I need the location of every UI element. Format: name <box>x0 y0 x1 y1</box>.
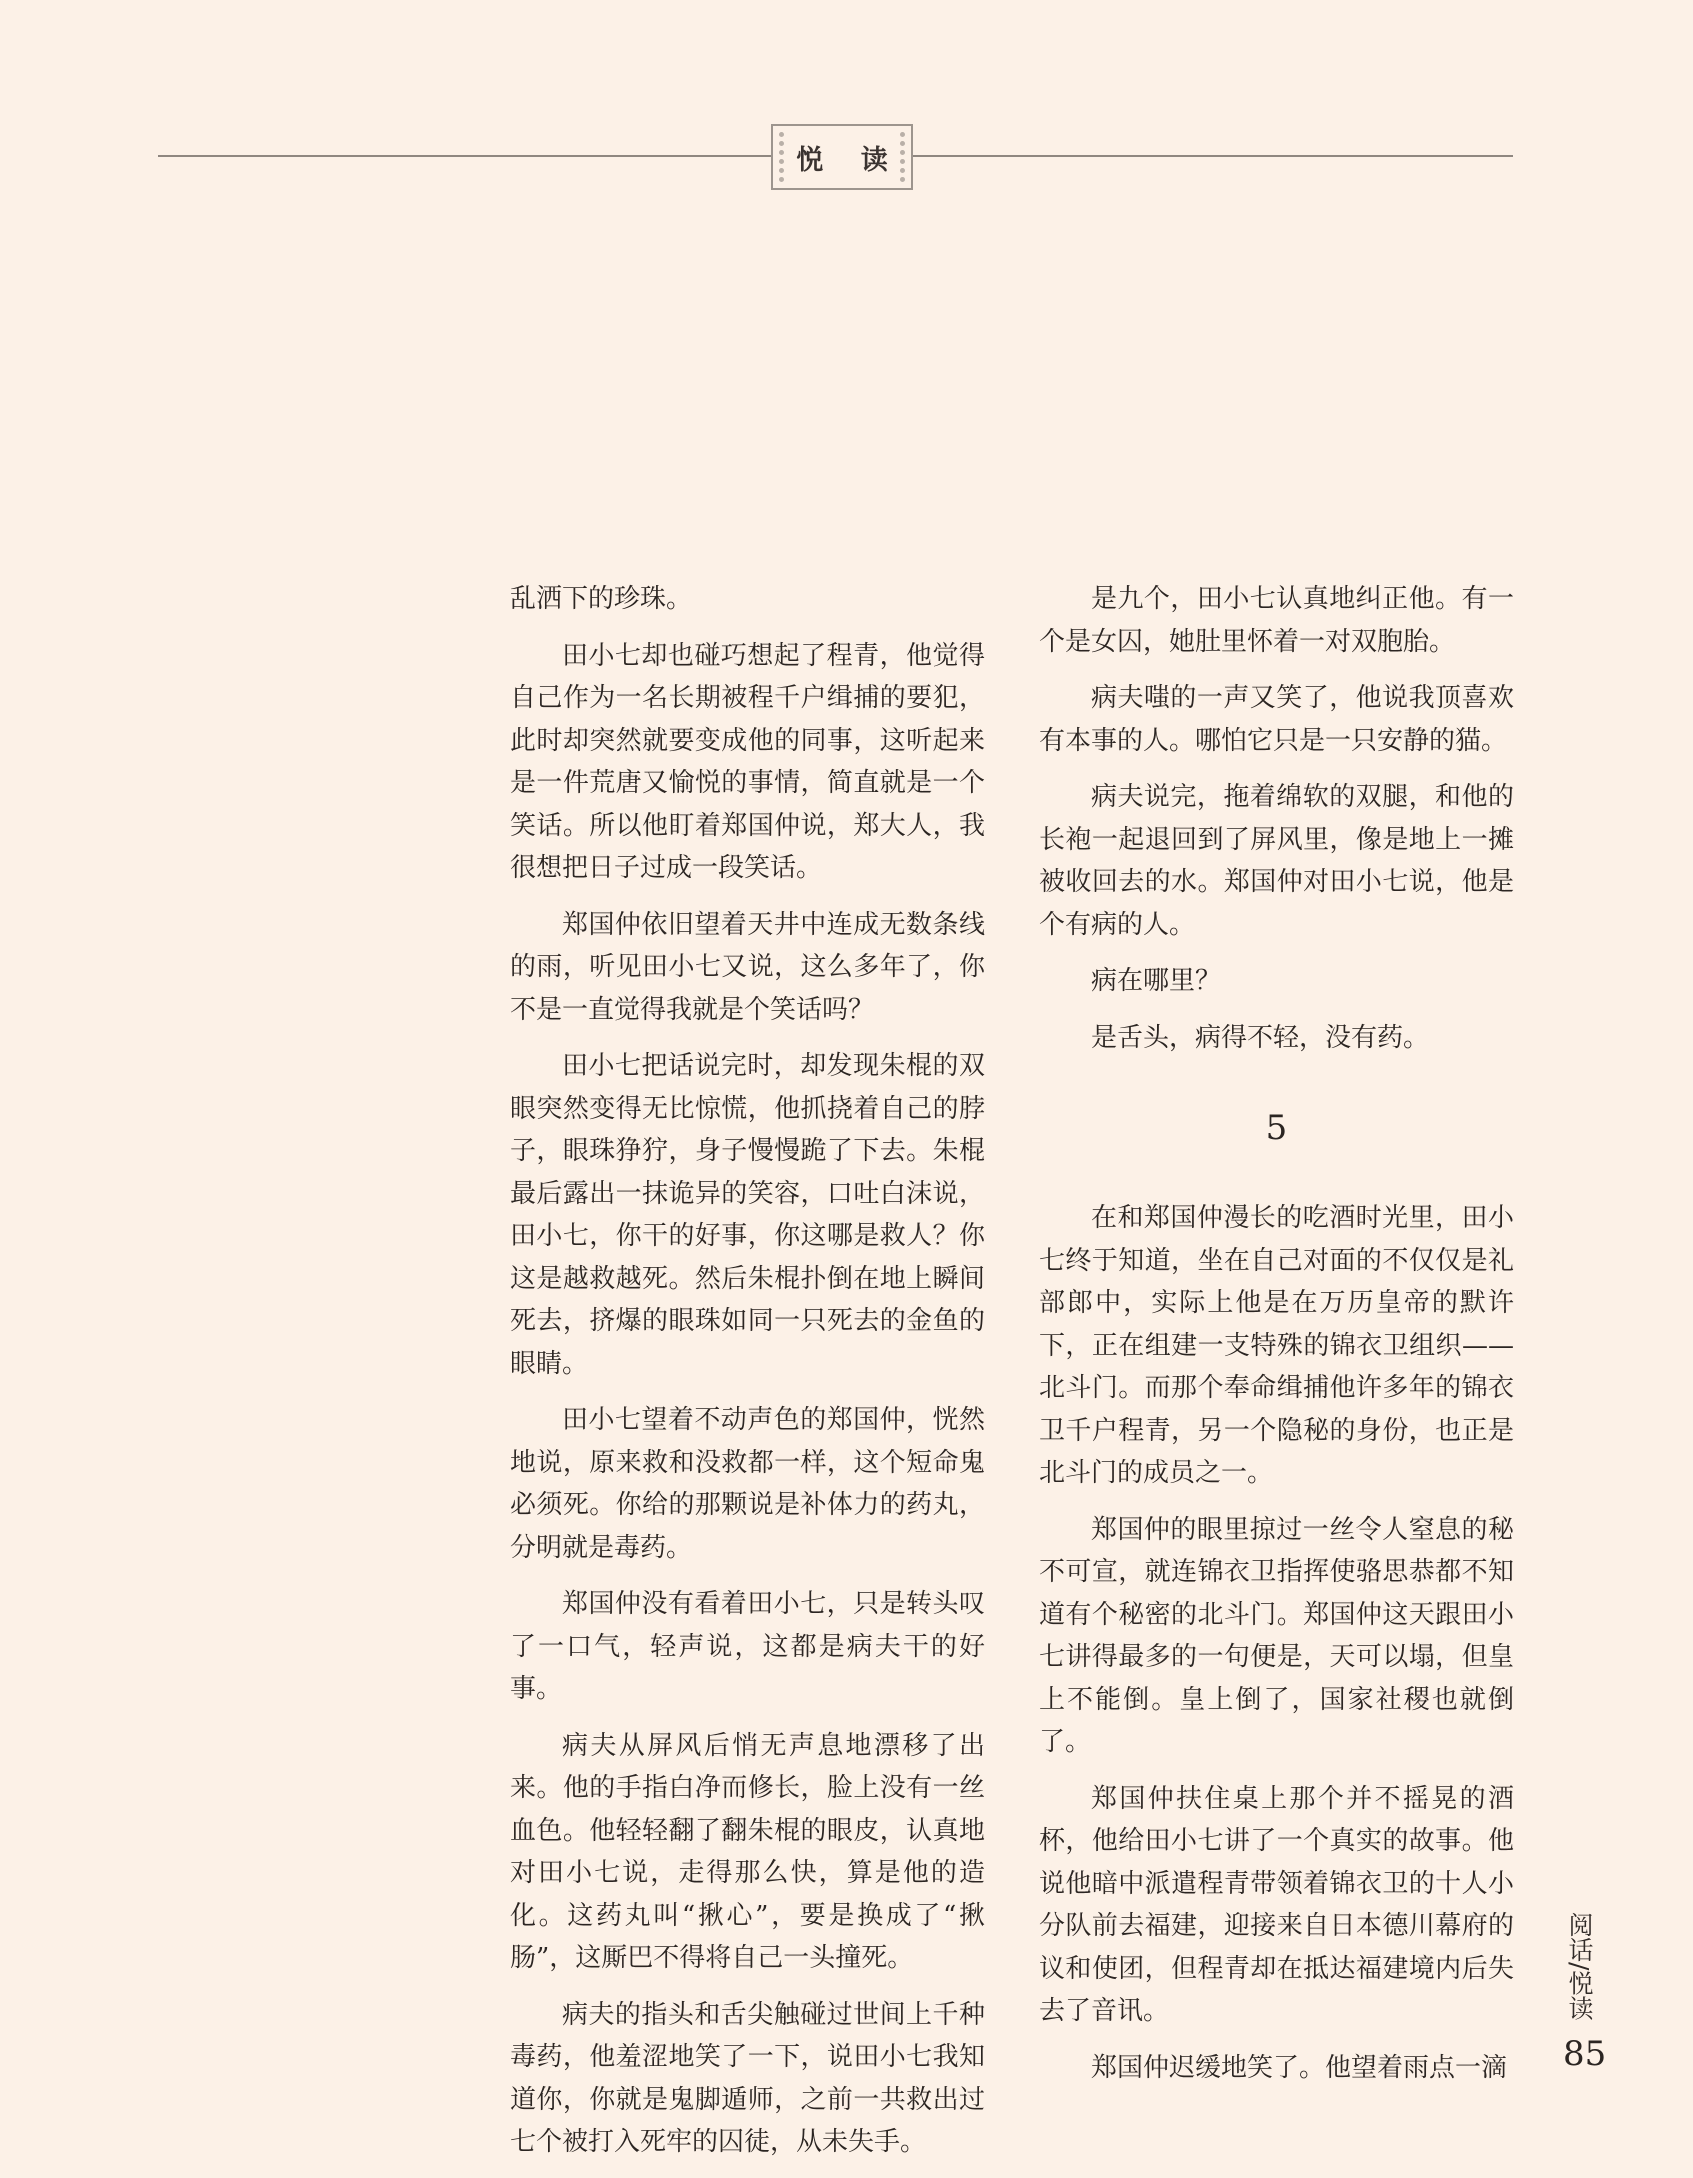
paragraph: 郑国仲的眼里掠过一丝令人窒息的秘不可宣，就连锦衣卫指挥使骆思恭都不知道有个秘密的北斗门。郑国仲这天跟田小七讲得最多的一句便是，天可以塌，但皇上不能倒。皇上倒了，国家社稷也就倒了。 <box>1039 1514 1514 1757</box>
page-number: 85 <box>1563 2034 1607 2074</box>
paragraph: 在和郑国仲漫长的吃酒时光里，田小七终于知道，坐在自己对面的不仅仅是礼部郎中，实际上他是在万历皇帝的默许下，正在组建一支特殊的锦衣卫组织——北斗门。而那个奉命缉捕他许多年的锦衣卫千户程青，另一个隐秘的身份，也正是北斗门的成员之一。 <box>1039 1203 1514 1488</box>
section-header-title: 悦 读 <box>796 144 902 176</box>
paragraph: 病在哪里？ <box>1091 966 1222 996</box>
left-text-column <box>510 578 985 2178</box>
header-rule-left <box>158 155 771 157</box>
paragraph: 病夫的指头和舌尖触碰过世间上千种毒药，他羞涩地笑了一下，说田小七我知道你，你就是鬼脚遁师，之前一共救出过七个被打入死牢的囚徒，从未失手。 <box>510 1999 985 2157</box>
paragraph: 郑国仲依旧望着天井中连成无数条线的雨，听见田小七又说，这么多年了，你不是一直觉得我就是个笑话吗？ <box>510 909 985 1025</box>
paragraph: 乱洒下的珍珠。 <box>510 584 693 614</box>
paragraph: 郑国仲迟缓地笑了。他望着雨点一滴 <box>1091 2052 1508 2083</box>
paragraph: 田小七却也碰巧想起了程青，他觉得自己作为一名长期被程千户缉捕的要犯，此时却突然就要变成他的同事，这听起来是一件荒唐又愉悦的事情，简直就是一个笑话。所以他盯着郑国仲说，郑大人，我很想把日子过成一段笑话。 <box>510 640 985 883</box>
magazine-section-label: 阅话/悦读 <box>1565 1912 1594 2021</box>
paragraph: 病夫嗤的一声又笑了，他说我顶喜欢有本事的人。哪怕它只是一只安静的猫。 <box>1039 683 1514 756</box>
paragraph: 郑国仲扶住桌上那个并不摇晃的酒杯，他给田小七讲了一个真实的故事。他说他暗中派遣程青带领着锦衣卫的十人小分队前去福建，迎接来自日本德川幕府的议和使团，但程青却在抵达福建境内后失去了音讯。 <box>1039 1783 1514 2026</box>
paragraph: 病夫从屏风后悄无声息地漂移了出来。他的手指白净而修长，脸上没有一丝血色。他轻轻翻了翻朱棍的眼皮，认真地对田小七说，走得那么快，算是他的造化。这药丸叫“揪心”，要是换成了“揪肠”，这厮巴不得将自己一头撞死。 <box>510 1730 985 1973</box>
paragraph: 郑国仲没有看着田小七，只是转头叹了一口气，轻声说，这都是病夫干的好事。 <box>510 1589 985 1704</box>
header-rule-right <box>913 155 1513 157</box>
paragraph: 病夫说完，拖着绵软的双腿，和他的长袍一起退回到了屏风里，像是地上一摊被收回去的水。郑国仲对田小七说，他是个有病的人。 <box>1039 782 1514 940</box>
paragraph: 是舌头，病得不轻，没有药。 <box>1091 1022 1430 1053</box>
right-text-column <box>1039 578 1514 2103</box>
paragraph: 田小七把话说完时，却发现朱棍的双眼突然变得无比惊慌，他抓挠着自己的脖子，眼珠狰狞，身子慢慢跪了下去。朱棍最后露出一抹诡异的笑容，口吐白沫说，田小七，你干的好事，你这哪是救人？你这是越救越死。然后朱棍扑倒在地上瞬间死去，挤爆的眼珠如同一只死去的金鱼的眼睛。 <box>510 1051 985 1379</box>
chapter-section-number: 5 <box>1265 1108 1288 1148</box>
paragraph: 是九个，田小七认真地纠正他。有一个是女囚，她肚里怀着一对双胞胎。 <box>1039 584 1514 657</box>
section-header-badge <box>771 124 913 190</box>
paragraph: 田小七望着不动声色的郑国仲，恍然地说，原来救和没救都一样，这个短命鬼必须死。你给的那颗说是补体力的药丸，分明就是毒药。 <box>510 1405 985 1563</box>
